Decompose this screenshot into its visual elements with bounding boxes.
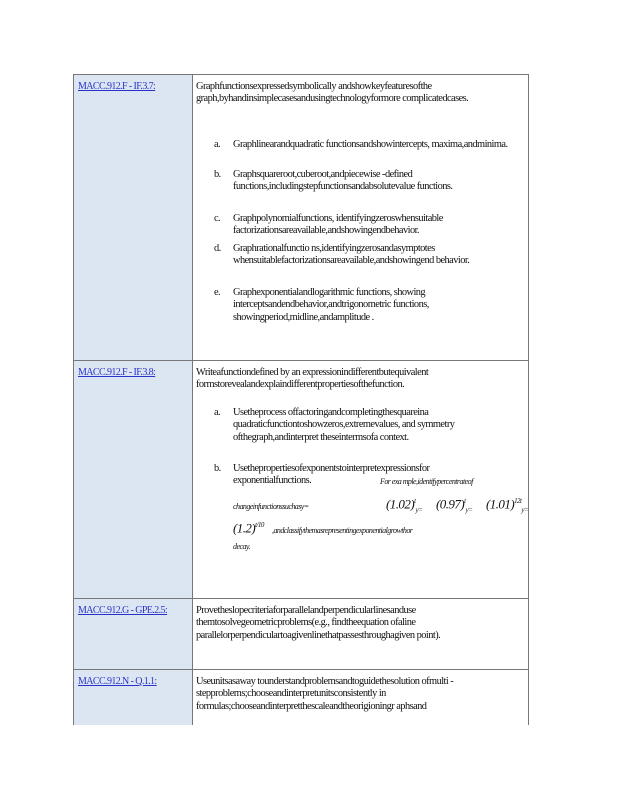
list-item: [196, 213, 525, 243]
list-marker: c.: [214, 213, 221, 224]
standard-code-link[interactable]: MACC.912.G - GPE.2.5:: [78, 605, 168, 616]
formula-term: $(0.97)^t_{y=}$: [436, 496, 473, 514]
list-marker: b.: [214, 463, 221, 474]
example-formula-line: [196, 493, 529, 517]
description-cell: [196, 599, 524, 669]
list-item-text: Graphlinearandquadratic functionsandshowintercepts, maxima,andminima.: [233, 139, 508, 150]
code-cell: [74, 599, 193, 669]
formula-term: $(1.01)^{12t}_{y=}$: [486, 496, 529, 514]
list-item-text: Graphrationalfunctio ns,identifyingzerosandasymptotes whensuitablefactorizationsareavailable,andshowingend behavior.: [233, 243, 470, 267]
code-cell: [74, 670, 193, 725]
formula-term: $(1.02)^t_{y=}$: [386, 496, 423, 514]
standard-description: Graphfunctionsexpressedsymbolically andshowkeyfeaturesofthe graph,byhandinsimplecasesandusingtechnologyformore complicatedcases.: [196, 81, 469, 105]
table-row: [74, 670, 528, 725]
list-marker: d.: [214, 243, 221, 254]
standards-table: [73, 74, 529, 725]
list-marker: e.: [214, 287, 221, 298]
example-tail-text: ,andclassifythemasrepresentingexponentialgrowthor: [272, 526, 413, 535]
table-row: [74, 361, 528, 599]
list-item: [196, 287, 525, 331]
list-item-text: Usetheprocess offactoringandcompletingthesquareina quadraticfunctiontoshowzeros,extremevalues, and symmetry ofthegraph,andinterpret theseintermsofa context.: [233, 407, 455, 443]
example-intro: For exa mple,identifypercentrateof: [380, 477, 473, 486]
table-row: [74, 599, 528, 670]
code-cell: [74, 361, 193, 598]
description-cell: [196, 670, 524, 725]
code-cell: [74, 75, 193, 360]
example-end-text: decay.: [233, 542, 250, 551]
list-marker: b.: [214, 169, 221, 180]
list-item-text: Graphsquareroot,cuberoot,andpiecewise -defined functions,includingstepfunctionsandabsolutevalue functions.: [233, 169, 453, 193]
list-item-text: Usethepropertiesofexponentstointerpretexpressionsfor exponentialfunctions.: [233, 463, 430, 487]
standard-code-link[interactable]: MACC.912.F - IF.3.7:: [78, 81, 156, 92]
example-end-line: [196, 541, 525, 555]
standard-code-link[interactable]: MACC.912.N - Q.1.1:: [78, 676, 157, 687]
table-row: [74, 75, 528, 361]
list-item: [196, 243, 525, 287]
list-item: [196, 463, 525, 489]
standard-description: Writeafunctiondefined by an expressionindifferentbutequivalent formstorevealandexplaindifferentpropertiesofthefunction.: [196, 367, 429, 391]
example-change-text: changeinfunctionssuchasy=: [233, 502, 309, 511]
list-marker: a.: [214, 407, 221, 418]
list-item-text: Graphpolynomialfunctions, identifyingzeroswhensuitable factorizationsareavailable,andshowingendbehavior.: [233, 213, 443, 237]
list-item: [196, 139, 525, 169]
description-cell: [196, 361, 529, 598]
list-item-text: Graphexponentialandlogarithmic functions, showing interceptsandendbehavior,andtrigonometric functions, showingperiod,midline,andamplitude .: [233, 287, 429, 323]
list-marker: a.: [214, 139, 221, 150]
formula-term: $(1.2)^{t/10}$: [233, 520, 264, 536]
list-item: [196, 169, 525, 213]
standard-code-link[interactable]: MACC.912.F - IF.3.8:: [78, 367, 156, 378]
example-formula-line: [196, 519, 525, 539]
description-cell: [196, 75, 524, 360]
list-item: [196, 407, 525, 463]
standard-description: Provetheslopecriteriaforparallelandperpendicularlinesanduse themtosolvegeometricproblems(e.g., findtheequation ofaline parallelorperpendiculartoagivenlinethatpassesthroughagiven point).: [196, 605, 441, 641]
standard-description: Useunitsasaway tounderstandproblemsandtoguidethesolution ofmulti - stepproblems;chooseandinterpretunitsconsistently in formulas;chooseandinterpretthescaleandtheorigioningr aphsand: [196, 676, 454, 712]
